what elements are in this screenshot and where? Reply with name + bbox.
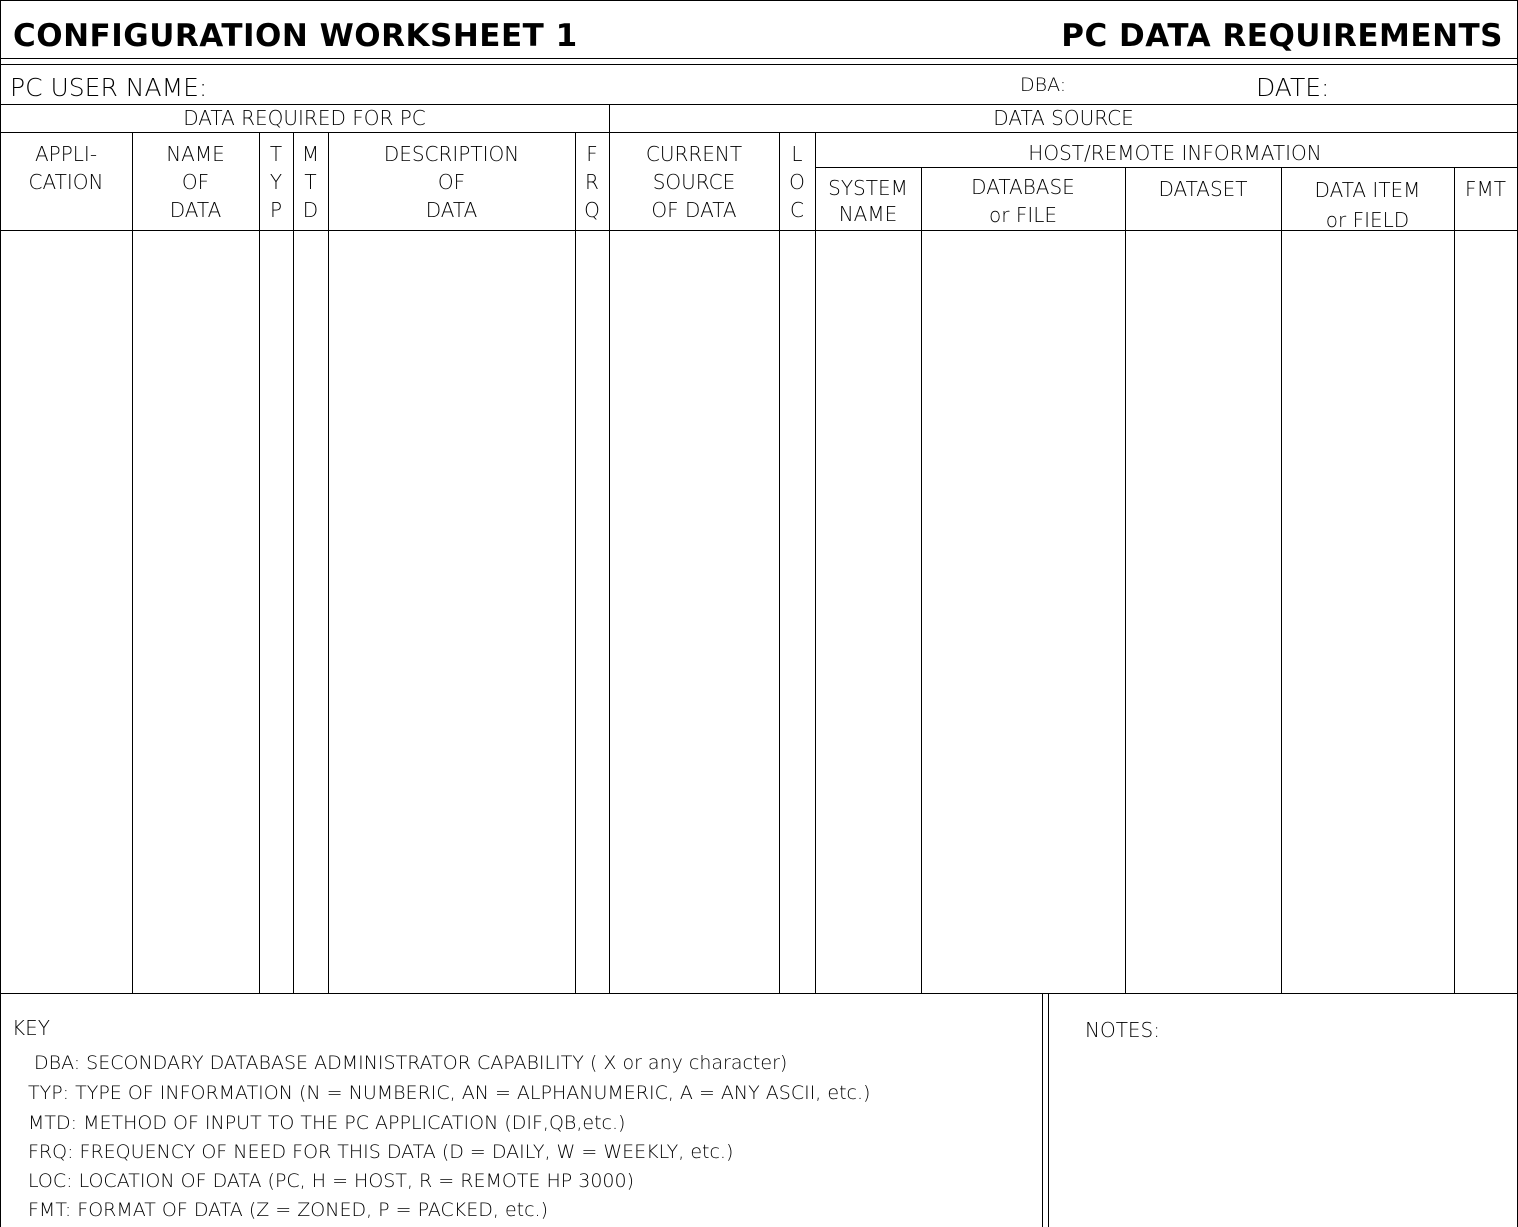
- col-current-source: CURRENT SOURCE OF DATA: [645, 142, 743, 222]
- col-name-of-data: NAME OF DATA: [166, 142, 225, 222]
- key-title: KEY: [12, 1016, 50, 1040]
- data-entry-area[interactable]: [1, 231, 1517, 992]
- notes-label: NOTES:: [1085, 1018, 1160, 1042]
- date-field[interactable]: [1340, 68, 1510, 102]
- group-data-source: DATA SOURCE: [993, 106, 1134, 130]
- key-line-fmt: FMT: FORMAT OF DATA (Z = ZONED, P = PACKED, etc.): [28, 1199, 549, 1221]
- pc-user-name-label: PC USER NAME:: [10, 73, 208, 102]
- col-loc: L O C: [789, 142, 805, 222]
- date-label: DATE:: [1256, 73, 1330, 102]
- col-mtd: M T D: [301, 142, 320, 222]
- notes-area[interactable]: [1050, 1045, 1516, 1225]
- dba-label: DBA:: [1020, 74, 1067, 96]
- col-description: DESCRIPTION OF DATA: [383, 142, 520, 222]
- col-fmt: FMT: [1465, 177, 1506, 201]
- group-data-required: DATA REQUIRED FOR PC: [183, 106, 426, 130]
- key-line-typ: TYP: TYPE OF INFORMATION (N = NUMBERIC, AN = ALPHANUMERIC, A = ANY ASCII, etc.): [28, 1082, 871, 1104]
- col-application: APPLI- CATION: [28, 142, 104, 194]
- key-line-loc: LOC: LOCATION OF DATA (PC, H = HOST, R = REMOTE HP 3000): [28, 1170, 634, 1192]
- dba-field[interactable]: [1072, 68, 1242, 102]
- key-line-dba: DBA: SECONDARY DATABASE ADMINISTRATOR CAPABILITY ( X or any character): [34, 1052, 788, 1074]
- key-line-mtd: MTD: METHOD OF INPUT TO THE PC APPLICATION (DIF,QB,etc.): [28, 1112, 626, 1134]
- key-line-frq: FRQ: FREQUENCY OF NEED FOR THIS DATA (D = DAILY, W = WEEKLY, etc.): [28, 1141, 734, 1163]
- col-dataset: DATASET: [1158, 177, 1248, 201]
- col-system-name: SYSTEM NAME: [828, 176, 908, 226]
- pc-user-name-field[interactable]: [230, 68, 1000, 102]
- col-typ: T Y P: [269, 142, 283, 222]
- col-database: DATABASE or FILE: [971, 175, 1075, 227]
- col-frq: F R Q: [584, 142, 600, 222]
- worksheet-title: CONFIGURATION WORKSHEET 1: [13, 18, 578, 54]
- col-data-item: DATA ITEM or FIELD: [1314, 178, 1421, 232]
- worksheet-subtitle: PC DATA REQUIREMENTS: [1061, 18, 1503, 54]
- group-host-remote: HOST/REMOTE INFORMATION: [1028, 141, 1322, 165]
